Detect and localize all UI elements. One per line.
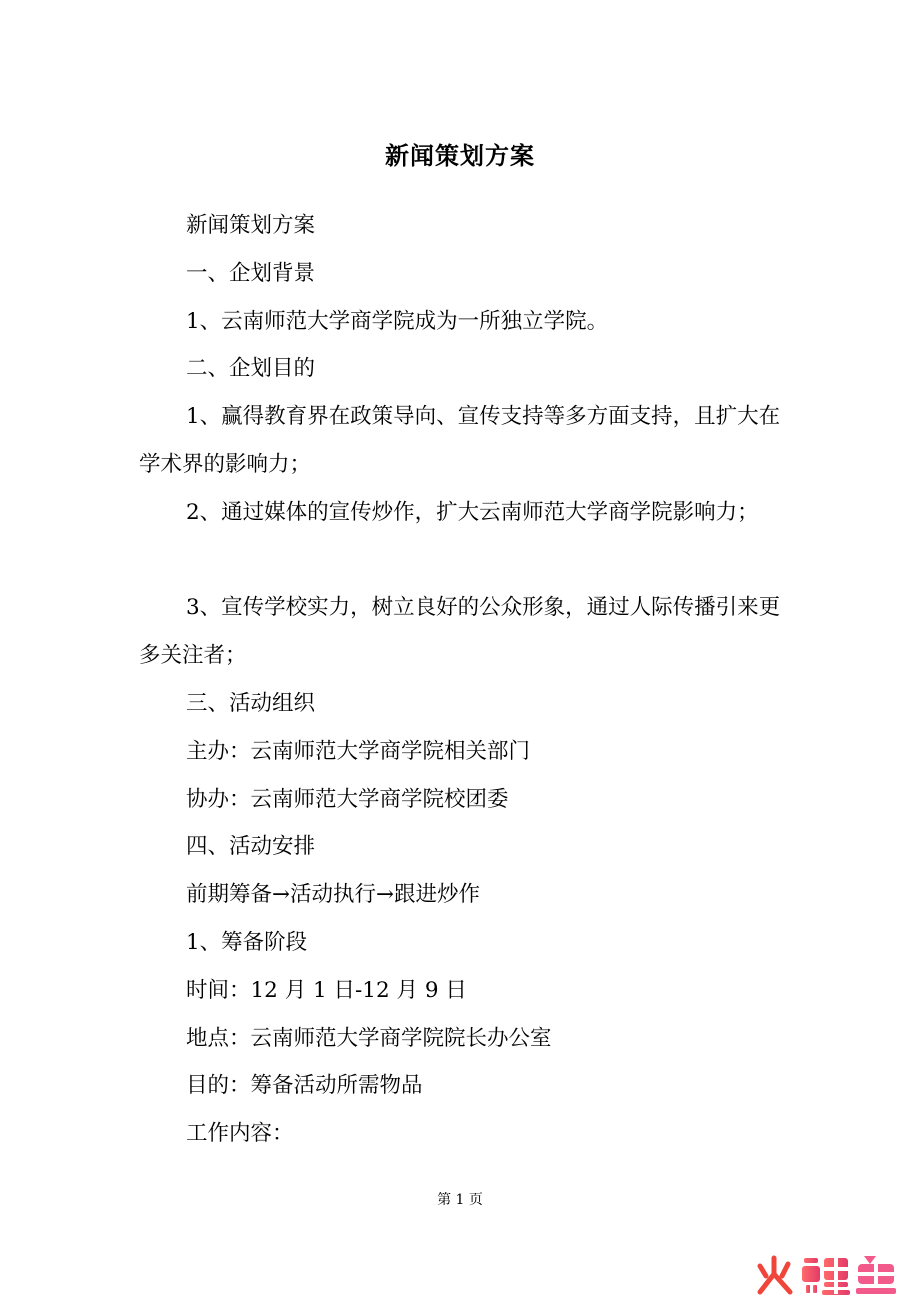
paragraph: 2、通过媒体的宣传炒作，扩大云南师范大学商学院影响力；: [186, 499, 759, 525]
logo-watermark: [752, 1252, 902, 1296]
section-heading: 三、活动组织: [186, 690, 316, 716]
document-title: 新闻策划方案: [385, 142, 535, 170]
fish-glyph: [856, 1256, 896, 1294]
paragraph: 目的：筹备活动所需物品: [186, 1073, 423, 1099]
paragraph: 时间：12 月 1 日-12 月 9 日: [186, 977, 467, 1003]
section-heading: 一、企划背景: [186, 260, 316, 286]
paragraph: 地点：云南师范大学商学院院长办公室: [186, 1025, 552, 1051]
fire-glyph: [760, 1258, 790, 1292]
paragraph: 1、云南师范大学商学院成为一所独立学院。: [186, 308, 609, 334]
paragraph: 1、赢得教育界在政策导向、宣传支持等多方面支持，且扩大在学术界的影响力；: [139, 404, 781, 477]
carp-glyph: [802, 1258, 850, 1295]
blank-line: [139, 537, 789, 585]
paragraph: 工作内容：: [186, 1121, 294, 1147]
document-body: [139, 202, 789, 1158]
paragraph: 3、宣传学校实力，树立良好的公众形象，通过人际传播引来更多关注者；: [139, 595, 781, 669]
page-number: 第 1 页: [437, 1192, 483, 1208]
paragraph: 主办：云南师范大学商学院相关部门: [186, 738, 531, 764]
section-heading: 四、活动安排: [186, 834, 316, 860]
paragraph: 1、筹备阶段: [186, 929, 308, 955]
paragraph: 新闻策划方案: [186, 213, 316, 238]
paragraph: 协办：云南师范大学商学院校团委: [186, 786, 509, 812]
paragraph: 前期筹备→活动执行→跟进炒作: [186, 882, 481, 908]
section-heading: 二、企划目的: [186, 356, 316, 382]
